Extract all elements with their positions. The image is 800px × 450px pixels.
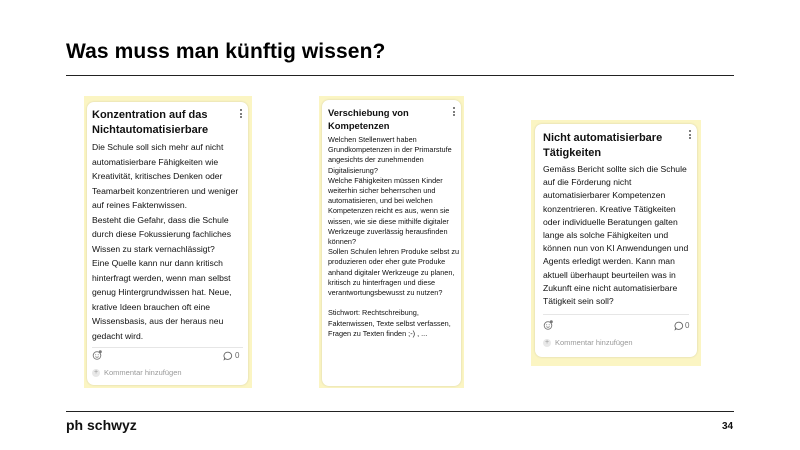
plus-icon: + <box>93 369 99 377</box>
card-title: Konzentration auf das Nichtautomatisierbare <box>92 109 209 136</box>
card-title: Nicht automatisierbare Tätigkeiten <box>543 132 663 159</box>
padlet-card-konzentration[interactable] <box>87 102 248 385</box>
card-body: Gemäss Bericht sollte sich die Schule auf die Förderung nicht automatisierbarer Kompetenzen konzentrieren. Kreative Tätigkeiten oder individuelle Beratungen galten lange als solche Fähigkeiten und können nun von KI Anwendungen und Agents erledigt werden. Kann man aktuell überhaupt beurteilen was in Zukunft eine nicht automatisierbare Tätigkeit sein soll? <box>543 164 689 307</box>
add-comment-label: Kommentar hinzufügen <box>555 338 633 347</box>
more-vertical-icon[interactable] <box>240 109 243 120</box>
card-title: Verschiebung von Kompetenzen <box>328 107 409 131</box>
add-comment-label: Kommentar hinzufügen <box>104 368 182 377</box>
add-reaction-icon[interactable] <box>543 320 553 330</box>
padlet-card-verschiebung[interactable] <box>322 100 461 386</box>
card-divider <box>543 314 689 315</box>
comment-count: 0 <box>235 351 240 360</box>
slide-title: Was muss man künftig wissen? <box>66 40 386 63</box>
page-number: 34 <box>722 421 734 432</box>
comment-icon[interactable] <box>223 351 233 361</box>
more-vertical-icon[interactable] <box>453 107 456 118</box>
plus-icon: + <box>544 339 550 347</box>
add-comment-button[interactable] <box>543 338 633 347</box>
brand-logo-text: ph schwyz <box>66 417 137 433</box>
comment-count: 0 <box>685 321 690 330</box>
card-divider <box>92 347 243 348</box>
more-vertical-icon[interactable] <box>689 130 692 141</box>
padlet-card-nicht-automatisierbar[interactable] <box>535 124 697 357</box>
add-comment-button[interactable] <box>92 368 182 377</box>
add-reaction-icon[interactable] <box>92 350 102 360</box>
title-divider <box>66 75 734 76</box>
card-body: Die Schule soll sich mehr auf nicht automatisierbare Fähigkeiten wie Kreativität, kritisches Denken oder Teamarbeit konzentrieren und weniger auf reines Faktenwissen. Besteht die Gefahr, dass die Schule durch diese Fokussierung fachliches Wissen zu stark vernachlässigt? Eine Quelle kann nur dann kritisch hinterfragt werden, wenn man selbst genug Hintergrundwissen hat. Neue, krative Ideen brauchen oft eine Wissensbasis, aus der heraus neu gedacht wird. <box>92 142 239 341</box>
footer-divider <box>66 411 734 412</box>
comment-icon[interactable] <box>674 321 684 331</box>
card-body: Welchen Stellenwert haben Grundkompetenzen in der Primarstufe angesichts der zunehmenden Digitalisierung? Welche Fähigkeiten müssen Kinder weiterhin sicher beherrschen und automatisieren, und bei welchen Kompetenzen reicht es aus, wenn sie wissen, wie sie diese mithilfe digitaler Werkzeuge zuverlässig herausfinden können? Sollen Schulen lehren Produke selbst zu produzieren oder eher gute Produke anhand digitaler Werkzeuge zu planen, kritisch zu hinterfragen und diese verantwortungsbewusst zu nutzen? Stichwort: Rechtschreibung, Faktenwissen, Texte selbst verfassen, Fragen zu Texten finden ;-) , ... <box>328 135 460 338</box>
